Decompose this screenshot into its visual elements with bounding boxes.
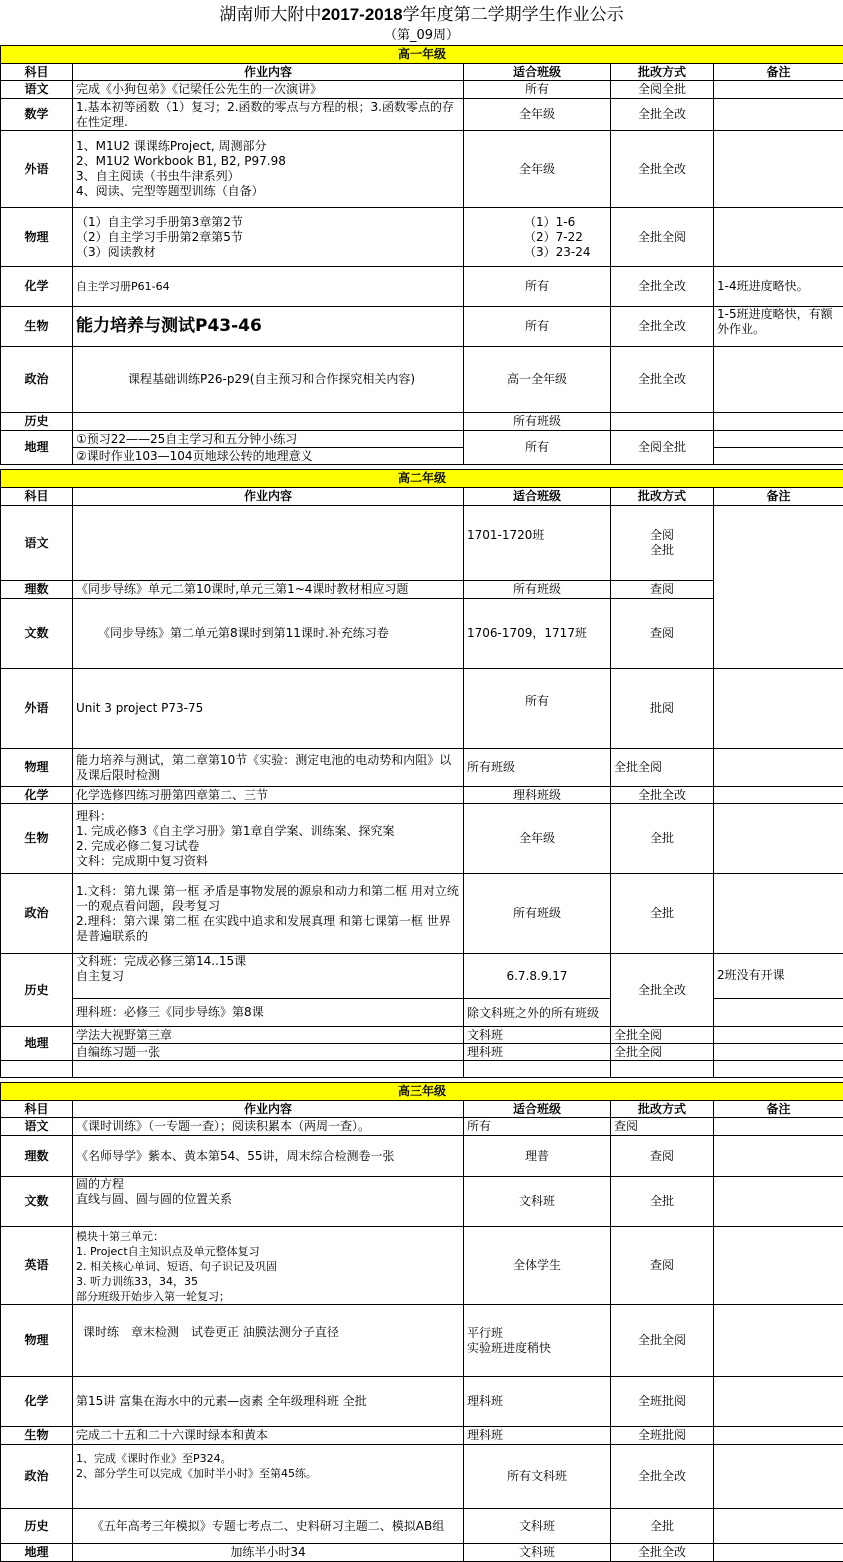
classes-cell: 文科班 — [464, 1027, 611, 1044]
empty-cell — [714, 1061, 843, 1078]
subject-cell: 政治 — [1, 1445, 73, 1509]
classes-cell: 文科班 — [464, 1544, 611, 1562]
remarks-cell — [714, 208, 843, 267]
title-school: 湖南师大附中 — [219, 5, 321, 25]
classes-cell: 文科班 — [464, 1509, 611, 1544]
classes-cell: （1）1-6 （2）7-22 （3）23-24 — [464, 208, 611, 267]
classes-cell: 文科班 — [464, 1177, 611, 1227]
remarks-cell — [714, 874, 843, 954]
col-classes: 适合班级 — [464, 1101, 611, 1118]
grading-cell: 全阅全批 — [611, 431, 714, 465]
table-row — [1, 787, 843, 804]
grading-cell: 全阅 全批 — [611, 506, 714, 581]
subject-cell: 生物 — [1, 804, 73, 874]
table-row — [1, 804, 843, 874]
col-subject: 科目 — [1, 64, 73, 81]
remarks-cell — [714, 1177, 843, 1227]
table-row — [1, 1118, 843, 1136]
subject-cell: 生物 — [1, 307, 73, 347]
content-cell: 第15讲 富集在海水中的元素—卤素 全年级理科班 全批 — [73, 1377, 464, 1427]
classes-cell: 所有 — [464, 1118, 611, 1136]
content-cell: 圆的方程 直线与圆、圆与圆的位置关系 — [73, 1177, 464, 1227]
grading-cell: 全批 — [611, 1509, 714, 1544]
content-cell: 1、M1U2 课课练Project, 周测部分 2、M1U2 Workbook B1, B2, P97.98 3、自主阅读（书虫牛津系列） 4、阅读、完型等题型训练（自备） — [73, 131, 464, 208]
table-row — [1, 999, 843, 1027]
grading-cell: 查阅 — [611, 599, 714, 669]
col-grading: 批改方式 — [611, 488, 714, 506]
classes-cell: 理科班 — [464, 1044, 611, 1061]
table-row — [1, 81, 843, 99]
classes-cell: 全年级 — [464, 131, 611, 208]
grade3-header-row — [1, 1083, 843, 1101]
title-year: 2017-2018 — [321, 5, 402, 24]
content-cell: Unit 3 project P73-75 — [73, 669, 464, 749]
content-cell: 《同步导练》第二单元第8课时到第11课时.补充练习卷 — [73, 599, 464, 669]
subject-cell: 地理 — [1, 1027, 73, 1061]
content-cell: 课时练 章末检测 试卷更正 油膜法测分子直径 — [73, 1305, 464, 1377]
remarks-cell — [714, 448, 843, 465]
remarks-cell — [714, 804, 843, 874]
table-row — [1, 1044, 843, 1061]
column-header-row — [1, 1101, 843, 1118]
table-row — [1, 1136, 843, 1177]
grade2-table — [0, 469, 843, 1078]
table-row — [1, 131, 843, 208]
table-row — [1, 1305, 843, 1377]
title-rest: 学年度第二学期学生作业公示 — [403, 5, 624, 25]
classes-cell: 1706-1709，1717班 — [464, 599, 611, 669]
subject-cell: 外语 — [1, 131, 73, 208]
remarks-cell — [714, 1544, 843, 1562]
grading-cell: 全批全改 — [611, 954, 714, 1027]
col-content: 作业内容 — [73, 488, 464, 506]
col-grading: 批改方式 — [611, 1101, 714, 1118]
classes-cell: 所有 — [464, 267, 611, 307]
grade3-table — [0, 1082, 843, 1562]
classes-cell: 理普 — [464, 1136, 611, 1177]
table-row — [1, 1544, 843, 1562]
grading-cell: 全批全改 — [611, 1544, 714, 1562]
content-cell: 能力培养与测试P43-46 — [73, 307, 464, 347]
grading-cell: 查阅 — [611, 1227, 714, 1305]
remarks-cell — [714, 1305, 843, 1377]
grading-cell: 全批全阅 — [611, 1305, 714, 1377]
table-row — [1, 267, 843, 307]
classes-cell: 全年级 — [464, 804, 611, 874]
col-content: 作业内容 — [73, 64, 464, 81]
remarks-cell — [714, 669, 843, 749]
grading-cell: 全批全改 — [611, 307, 714, 347]
content-cell — [73, 506, 464, 581]
content-cell: ②课时作业103—104页地球公转的地理意义 — [73, 448, 464, 465]
grading-cell: 查阅 — [611, 1136, 714, 1177]
remarks-cell — [714, 506, 843, 669]
classes-cell: 全体学生 — [464, 1227, 611, 1305]
page-title — [0, 3, 843, 27]
grading-cell: 全批全阅 — [611, 749, 714, 787]
table-row — [1, 307, 843, 347]
remarks-cell — [714, 1227, 843, 1305]
content-cell: 理科： 1. 完成必修3《自主学习册》第1章自学案、训练案、探究案 2. 完成必修二复习试卷 文科：完成期中复习资料 — [73, 804, 464, 874]
grading-cell: 全批全阅 — [611, 1027, 714, 1044]
content-cell: 完成《小狗包弟》《记梁任公先生的一次演讲》 — [73, 81, 464, 99]
col-classes: 适合班级 — [464, 64, 611, 81]
table-row — [1, 431, 843, 448]
classes-cell: 除文科班之外的所有班级 — [464, 999, 611, 1027]
subject-cell: 物理 — [1, 1305, 73, 1377]
content-cell: 完成二十五和二十六课时绿本和黄本 — [73, 1427, 464, 1445]
subject-cell: 历史 — [1, 954, 73, 1027]
remarks-cell — [714, 431, 843, 448]
table-row — [1, 669, 843, 749]
remarks-cell: 1-4班进度略快。 — [714, 267, 843, 307]
remarks-cell — [714, 1027, 843, 1044]
table-row — [1, 1227, 843, 1305]
grade3-title: 高三年级 — [1, 1083, 843, 1101]
col-subject: 科目 — [1, 488, 73, 506]
empty-cell — [73, 1061, 464, 1078]
grading-cell: 全班批阅 — [611, 1377, 714, 1427]
subject-cell: 语文 — [1, 1118, 73, 1136]
subject-cell: 化学 — [1, 787, 73, 804]
grading-cell: 批阅 — [611, 669, 714, 749]
content-cell: 《课时训练》（一专题一查）；阅读积累本（两周一查）。 — [73, 1118, 464, 1136]
col-remarks: 备注 — [714, 1101, 843, 1118]
subject-cell: 化学 — [1, 1377, 73, 1427]
grade2-title: 高二年级 — [1, 470, 843, 488]
content-cell: （1）自主学习手册第3章第2节 （2）自主学习手册第2章第5节 （3）阅读教材 — [73, 208, 464, 267]
remarks-cell: 1-5班进度略快，有额外作业。 — [714, 307, 843, 347]
subject-cell: 语文 — [1, 506, 73, 581]
content-cell: 模块十第三单元： 1. Project自主知识点及单元整体复习 2. 相关核心单词、短语、句子识记及巩固 3. 听力训练33，34，35 部分班级开始步入第一轮复习； — [73, 1227, 464, 1305]
subject-cell: 生物 — [1, 1427, 73, 1445]
remarks-cell — [714, 1136, 843, 1177]
table-row — [1, 208, 843, 267]
empty-cell — [1, 1061, 73, 1078]
content-cell: 理科班：必修三《同步导练》第8课 — [73, 999, 464, 1027]
grade1-table — [0, 45, 843, 465]
remarks-cell — [714, 81, 843, 99]
subject-cell: 政治 — [1, 874, 73, 954]
table-row — [1, 1027, 843, 1044]
content-cell: 《名师导学》紫本、黄本第54、55讲，周末综合检测卷一张 — [73, 1136, 464, 1177]
classes-cell: 理科班 — [464, 1377, 611, 1427]
grading-cell: 全批全改 — [611, 347, 714, 413]
grading-cell: 全批 — [611, 1177, 714, 1227]
content-cell: 1、完成《课时作业》至P324。 2、部分学生可以完成《加时半小时》至第45练。 — [73, 1445, 464, 1509]
remarks-cell: 2班没有开课 — [714, 954, 843, 999]
subject-cell: 历史 — [1, 1509, 73, 1544]
classes-cell: 所有 — [464, 307, 611, 347]
table-row — [1, 99, 843, 131]
remarks-cell — [714, 99, 843, 131]
remarks-cell — [714, 1377, 843, 1427]
remarks-cell — [714, 131, 843, 208]
subject-cell: 物理 — [1, 749, 73, 787]
classes-cell: 所有 — [464, 669, 611, 749]
table-row — [1, 749, 843, 787]
table-row — [1, 1061, 843, 1078]
table-row — [1, 954, 843, 999]
remarks-cell — [714, 749, 843, 787]
classes-cell: 所有班级 — [464, 749, 611, 787]
table-row — [1, 874, 843, 954]
grading-cell: 全批全改 — [611, 267, 714, 307]
classes-cell: 高一全年级 — [464, 347, 611, 413]
content-cell: 自编练习题一张 — [73, 1044, 464, 1061]
week-subtitle: （第_09周） — [0, 27, 843, 44]
remarks-cell — [714, 413, 843, 431]
subject-cell: 理数 — [1, 581, 73, 599]
empty-cell — [611, 1061, 714, 1078]
grade2-header-row — [1, 470, 843, 488]
grading-cell: 全批 — [611, 804, 714, 874]
content-cell: 文科班：完成必修三第14..15课 自主复习 — [73, 954, 464, 999]
grade1-header-row — [1, 46, 843, 64]
content-cell: 能力培养与测试，第二章第10节《实验：测定电池的电动势和内阻》以及课后限时检测 — [73, 749, 464, 787]
classes-cell: 平行班 实验班进度稍快 — [464, 1305, 611, 1377]
grading-cell: 全阅全批 — [611, 81, 714, 99]
classes-cell: 6.7.8.9.17 — [464, 954, 611, 999]
content-cell: 学法大视野第三章 — [73, 1027, 464, 1044]
col-grading: 批改方式 — [611, 64, 714, 81]
remarks-cell — [714, 1118, 843, 1136]
remarks-cell — [714, 787, 843, 804]
content-cell: 1.文科：第九课 第一框 矛盾是事物发展的源泉和动力和第二框 用对立统一的观点看问题，段考复习 2.理科：第六课 第二框 在实践中追求和发展真理 和第七课第一框 世界是普遍联系的 — [73, 874, 464, 954]
subject-cell: 数学 — [1, 99, 73, 131]
classes-cell: 所有 — [464, 81, 611, 99]
classes-cell: 所有 — [464, 431, 611, 465]
table-row — [1, 506, 843, 581]
subject-cell: 地理 — [1, 1544, 73, 1562]
remarks-cell — [714, 1427, 843, 1445]
col-subject: 科目 — [1, 1101, 73, 1118]
grading-cell: 全批全阅 — [611, 1044, 714, 1061]
column-header-row — [1, 488, 843, 506]
grade1-title: 高一年级 — [1, 46, 843, 64]
subject-cell: 物理 — [1, 208, 73, 267]
content-cell — [73, 413, 464, 431]
grading-cell: 全批全改 — [611, 131, 714, 208]
content-cell: 1.基本初等函数（1）复习；2.函数的零点与方程的根；3.函数零点的存在性定理. — [73, 99, 464, 131]
remarks-cell — [714, 347, 843, 413]
classes-cell: 理科班级 — [464, 787, 611, 804]
classes-cell: 理科班 — [464, 1427, 611, 1445]
empty-cell — [464, 1061, 611, 1078]
grading-cell: 全批全改 — [611, 99, 714, 131]
content-cell: 课程基础训练P26-p29(自主预习和合作探究相关内容) — [73, 347, 464, 413]
subject-cell: 英语 — [1, 1227, 73, 1305]
subject-cell: 文数 — [1, 599, 73, 669]
column-header-row — [1, 64, 843, 81]
classes-cell: 全年级 — [464, 99, 611, 131]
table-row — [1, 347, 843, 413]
classes-cell: 所有文科班 — [464, 1445, 611, 1509]
col-remarks: 备注 — [714, 64, 843, 81]
subject-cell: 外语 — [1, 669, 73, 749]
remarks-cell — [714, 1445, 843, 1509]
subject-cell: 理数 — [1, 1136, 73, 1177]
table-row — [1, 1177, 843, 1227]
grading-cell: 全批 — [611, 874, 714, 954]
table-row — [1, 413, 843, 431]
classes-cell: 所有班级 — [464, 413, 611, 431]
grading-cell: 全批全改 — [611, 787, 714, 804]
col-classes: 适合班级 — [464, 488, 611, 506]
content-cell: 加练半小时34 — [73, 1544, 464, 1562]
subject-cell: 文数 — [1, 1177, 73, 1227]
remarks-cell — [714, 1509, 843, 1544]
subject-cell: 地理 — [1, 431, 73, 465]
content-cell: 化学选修四练习册第四章第二、三节 — [73, 787, 464, 804]
grading-cell: 全批全阅 — [611, 208, 714, 267]
col-content: 作业内容 — [73, 1101, 464, 1118]
table-row — [1, 448, 843, 465]
classes-cell: 所有班级 — [464, 874, 611, 954]
table-row — [1, 1427, 843, 1445]
subject-cell: 语文 — [1, 81, 73, 99]
grading-cell: 全批全改 — [611, 1445, 714, 1509]
table-row — [1, 1445, 843, 1509]
classes-cell: 所有班级 — [464, 581, 611, 599]
content-cell: 自主学习册P61-64 — [73, 267, 464, 307]
classes-cell: 1701-1720班 — [464, 506, 611, 581]
subject-cell: 政治 — [1, 347, 73, 413]
remarks-cell — [714, 999, 843, 1027]
subject-cell: 化学 — [1, 267, 73, 307]
content-cell: 《同步导练》单元二第10课时,单元三第1~4课时教材相应习题 — [73, 581, 464, 599]
grading-cell: 查阅 — [611, 1118, 714, 1136]
content-cell: 《五年高考三年模拟》专题七考点二、史料研习主题二、模拟AB组 — [73, 1509, 464, 1544]
grading-cell: 查阅 — [611, 581, 714, 599]
remarks-cell — [714, 1044, 843, 1061]
grading-cell: 全班批阅 — [611, 1427, 714, 1445]
grading-cell — [611, 413, 714, 431]
table-row — [1, 1377, 843, 1427]
table-row — [1, 1509, 843, 1544]
content-cell: ①预习22——25自主学习和五分钟小练习 — [73, 431, 464, 448]
subject-cell: 历史 — [1, 413, 73, 431]
col-remarks: 备注 — [714, 488, 843, 506]
